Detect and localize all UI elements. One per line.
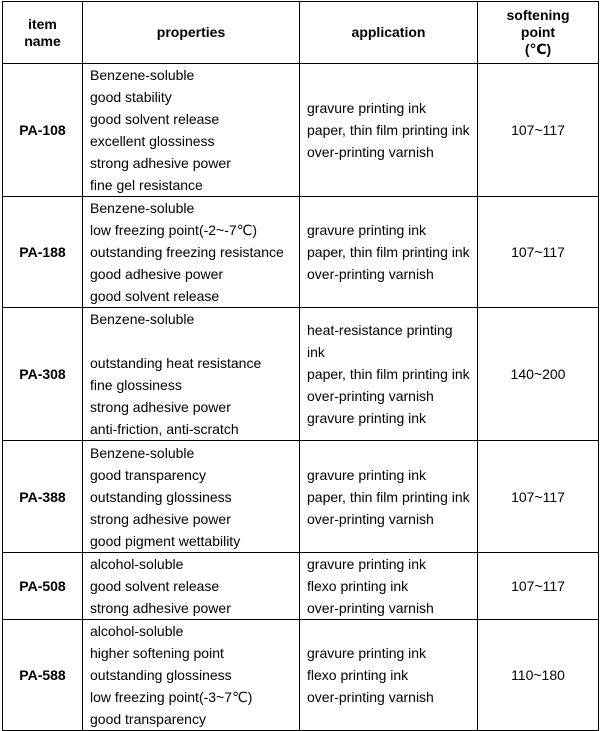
table-row [3, 64, 599, 197]
property-line: higher softening point [90, 645, 224, 661]
application-line: over-printing varnish [307, 689, 434, 705]
application-line: gravure printing ink [307, 466, 427, 483]
properties-cell [83, 553, 300, 620]
application-cell [300, 441, 478, 553]
application-line: gravure printing ink [307, 222, 427, 238]
softening-point-cell: 110~180 [478, 620, 599, 731]
application-line: over-printing varnish [307, 266, 434, 282]
property-line: good transparency [90, 466, 206, 483]
application-line: over-printing varnish [307, 388, 434, 404]
item-name-cell: PA-388 [3, 441, 83, 553]
table-row [3, 441, 599, 553]
property-line: low freezing point(-3~7℃) [90, 689, 253, 705]
product-table [2, 1, 599, 731]
property-line: outstanding glossiness [90, 667, 232, 683]
property-line: alcohol-soluble [90, 623, 184, 639]
application-line: flexo printing ink [307, 667, 409, 683]
property-line: outstanding heat resistance [90, 355, 262, 371]
property-line: strong adhesive power [90, 399, 231, 415]
header-item-name: item name [3, 2, 83, 64]
property-line: good adhesive power [90, 266, 224, 282]
properties-cell [83, 197, 300, 308]
application-line: paper, thin film printing ink [307, 122, 470, 138]
property-line: good pigment wettability [90, 532, 241, 549]
item-name-cell: PA-508 [3, 553, 83, 620]
property-line: good solvent release [90, 578, 220, 594]
table-row [3, 620, 599, 731]
application-cell [300, 620, 478, 731]
property-line: good solvent release [90, 111, 220, 127]
item-name-cell: PA-308 [3, 308, 83, 441]
property-line: Benzene-soluble [90, 67, 195, 83]
application-cell [300, 64, 478, 197]
property-line: good solvent release [90, 288, 220, 304]
item-name-cell: PA-188 [3, 197, 83, 308]
property-line: excellent glossiness [90, 133, 215, 149]
property-line: alcohol-soluble [90, 556, 184, 572]
softening-point-cell: 107~117 [478, 64, 599, 197]
property-line: strong adhesive power [90, 510, 231, 527]
application-line: gravure printing ink [307, 645, 427, 661]
property-line: outstanding glossiness [90, 488, 232, 505]
application-cell [300, 197, 478, 308]
properties-cell [83, 441, 300, 553]
application-line: gravure printing ink [307, 410, 427, 426]
property-line: strong adhesive power [90, 155, 231, 171]
properties-cell [83, 308, 300, 441]
softening-point-cell: 107~117 [478, 441, 599, 553]
application-line: paper, thin film printing ink [307, 366, 470, 382]
table-row [3, 553, 599, 620]
property-line [90, 330, 299, 352]
property-line: Benzene-soluble [90, 444, 195, 461]
application-cell [300, 308, 478, 441]
item-name-cell: PA-588 [3, 620, 83, 731]
application-line: over-printing varnish [307, 510, 434, 527]
property-line: fine gel resistance [90, 177, 203, 193]
header-application: application [300, 2, 478, 64]
softening-point-cell: 140~200 [478, 308, 599, 441]
header-row [3, 2, 599, 64]
item-name-cell: PA-108 [3, 64, 83, 197]
application-line: flexo printing ink [307, 578, 409, 594]
property-line: good stability [90, 89, 172, 105]
header-properties: properties [83, 2, 300, 64]
softening-point-cell: 107~117 [478, 197, 599, 308]
property-line: good transparency [90, 711, 206, 727]
properties-cell [83, 64, 300, 197]
header-softening-point: softening point (℃) [478, 2, 599, 64]
application-line: over-printing varnish [307, 144, 434, 160]
property-line: low freezing point(-2~-7℃) [90, 222, 258, 238]
application-line: paper, thin film printing ink [307, 488, 470, 505]
application-line: gravure printing ink [307, 100, 427, 116]
properties-cell [83, 620, 300, 731]
property-line: fine glossiness [90, 377, 182, 393]
application-line: paper, thin film printing ink [307, 244, 470, 260]
table-row [3, 197, 599, 308]
property-line: anti-friction, anti-scratch [90, 421, 239, 437]
application-line: gravure printing ink [307, 556, 427, 572]
property-line: Benzene-soluble [90, 200, 195, 216]
softening-point-cell: 107~117 [478, 553, 599, 620]
property-line: Benzene-soluble [90, 311, 195, 327]
table-row [3, 308, 599, 441]
application-line: over-printing varnish [307, 600, 434, 616]
property-line: strong adhesive power [90, 600, 231, 616]
application-cell [300, 553, 478, 620]
property-line: outstanding freezing resistance [90, 244, 284, 260]
application-line: heat-resistance printing ink [307, 322, 453, 360]
